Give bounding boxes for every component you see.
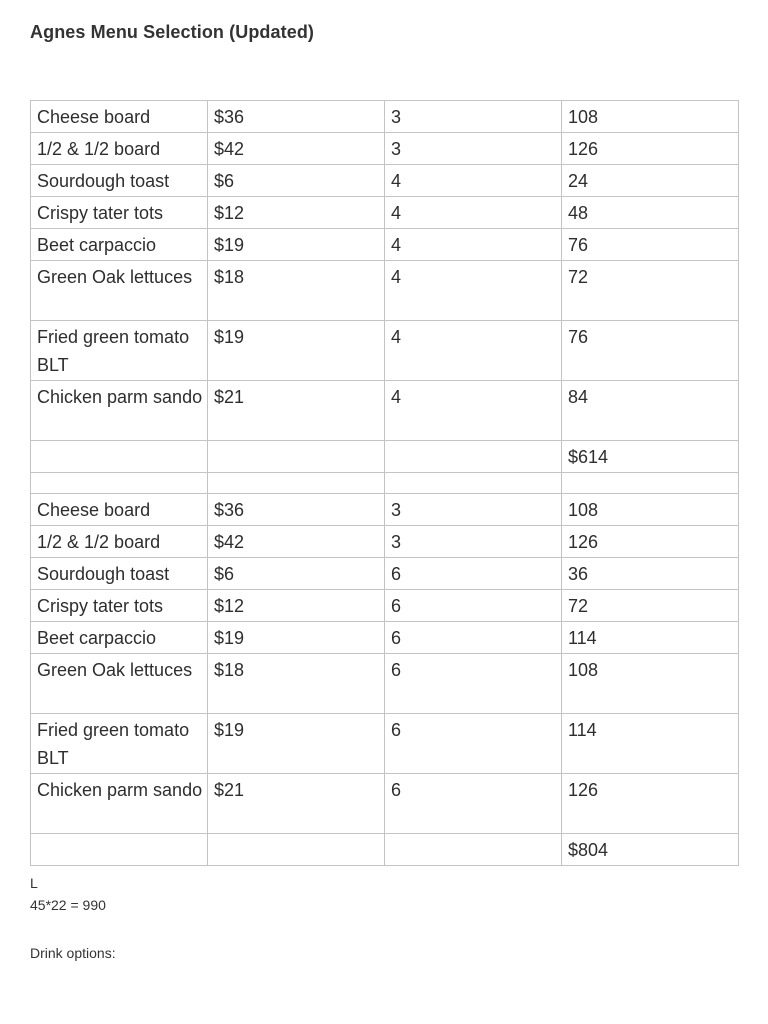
total-cell[interactable]: [562, 133, 739, 165]
item-name: Beet carpaccio: [37, 235, 157, 255]
subtotal-row: [31, 834, 739, 866]
price-cell[interactable]: [208, 441, 385, 473]
item-name: Fried green tomato BLT: [37, 327, 190, 375]
item-total: 114: [568, 628, 597, 648]
qty-cell[interactable]: [385, 229, 562, 261]
price-cell[interactable]: [208, 381, 385, 441]
item-cell[interactable]: [31, 834, 208, 866]
price-cell[interactable]: [208, 197, 385, 229]
item-price: $18: [214, 660, 245, 680]
subtotal-value: $804: [568, 840, 609, 860]
table-row: [31, 165, 739, 197]
item-price: $18: [214, 267, 245, 287]
table-row: [31, 133, 739, 165]
item-qty: 4: [391, 387, 402, 407]
qty-cell[interactable]: [385, 165, 562, 197]
item-qty: 3: [391, 500, 402, 520]
total-cell[interactable]: [562, 101, 739, 133]
item-price: $42: [214, 532, 245, 552]
item-name: 1/2 & 1/2 board: [37, 139, 161, 159]
item-price: $6: [214, 564, 235, 584]
qty-cell[interactable]: [385, 261, 562, 321]
item-name: Cheese board: [37, 107, 151, 127]
item-name: Beet carpaccio: [37, 628, 157, 648]
total-cell[interactable]: [562, 229, 739, 261]
item-name: Crispy tater tots: [37, 203, 164, 223]
menu-table-body: [31, 101, 739, 866]
item-name: Green Oak lettuces: [37, 660, 193, 680]
table-row: [31, 321, 739, 381]
item-total: 76: [568, 235, 589, 255]
item-qty: 3: [391, 107, 402, 127]
item-cell[interactable]: [31, 494, 208, 526]
qty-cell[interactable]: [385, 197, 562, 229]
table-row: [31, 590, 739, 622]
total-cell[interactable]: [562, 494, 739, 526]
item-cell[interactable]: [31, 622, 208, 654]
item-cell[interactable]: [31, 526, 208, 558]
total-cell[interactable]: [562, 321, 739, 381]
price-cell[interactable]: [208, 590, 385, 622]
note-letter: L: [30, 875, 38, 891]
item-cell[interactable]: [31, 558, 208, 590]
item-qty: 4: [391, 267, 402, 287]
table-row: [31, 101, 739, 133]
total-cell[interactable]: [562, 165, 739, 197]
item-name: Sourdough toast: [37, 171, 170, 191]
item-qty: 4: [391, 327, 402, 347]
item-cell[interactable]: [31, 321, 208, 381]
qty-cell[interactable]: [385, 654, 562, 714]
table-row: [31, 654, 739, 714]
item-name: [37, 473, 207, 475]
item-name: Sourdough toast: [37, 564, 170, 584]
table-row: [31, 622, 739, 654]
price-cell[interactable]: [208, 654, 385, 714]
total-cell[interactable]: [562, 441, 739, 473]
total-cell[interactable]: [562, 261, 739, 321]
item-qty: 3: [391, 139, 402, 159]
item-price: $19: [214, 327, 245, 347]
item-name: Fried green tomato BLT: [37, 720, 190, 768]
item-price: $21: [214, 387, 245, 407]
item-qty: [391, 473, 561, 475]
item-total: [568, 473, 738, 475]
total-cell[interactable]: [562, 526, 739, 558]
price-cell[interactable]: [208, 526, 385, 558]
item-qty: 6: [391, 660, 402, 680]
price-cell[interactable]: [208, 622, 385, 654]
total-cell[interactable]: [562, 714, 739, 774]
calculation-note: 45*22 = 990: [30, 897, 106, 913]
total-cell[interactable]: [562, 774, 739, 834]
item-qty: 6: [391, 720, 402, 740]
qty-cell[interactable]: [385, 714, 562, 774]
qty-cell[interactable]: [385, 526, 562, 558]
empty-row: [31, 473, 739, 494]
item-name: Chicken parm sando: [37, 780, 203, 800]
item-cell[interactable]: [31, 133, 208, 165]
price-cell[interactable]: [208, 229, 385, 261]
price-cell[interactable]: [208, 774, 385, 834]
item-qty: [391, 834, 561, 836]
item-qty: 3: [391, 532, 402, 552]
qty-cell[interactable]: [385, 321, 562, 381]
item-cell[interactable]: [31, 165, 208, 197]
table-row: [31, 197, 739, 229]
total-cell[interactable]: [562, 473, 739, 494]
qty-cell[interactable]: [385, 590, 562, 622]
total-cell[interactable]: [562, 622, 739, 654]
item-total: 108: [568, 107, 599, 127]
table-row: [31, 558, 739, 590]
item-total: 126: [568, 780, 599, 800]
total-cell[interactable]: [562, 590, 739, 622]
total-cell[interactable]: [562, 381, 739, 441]
qty-cell[interactable]: [385, 622, 562, 654]
item-cell[interactable]: [31, 441, 208, 473]
item-price: $12: [214, 203, 245, 223]
item-total: 48: [568, 203, 589, 223]
price-cell[interactable]: [208, 714, 385, 774]
table-row: [31, 229, 739, 261]
subtotal-row: [31, 441, 739, 473]
item-total: 114: [568, 720, 597, 740]
total-cell[interactable]: [562, 834, 739, 866]
item-total: 126: [568, 139, 599, 159]
table-row: [31, 494, 739, 526]
item-price: $6: [214, 171, 235, 191]
item-cell[interactable]: [31, 261, 208, 321]
table-row: [31, 774, 739, 834]
item-name: Green Oak lettuces: [37, 267, 193, 287]
qty-cell[interactable]: [385, 834, 562, 866]
item-price: $42: [214, 139, 245, 159]
qty-cell[interactable]: [385, 774, 562, 834]
item-price: $36: [214, 107, 245, 127]
total-cell[interactable]: [562, 197, 739, 229]
item-price: $19: [214, 628, 245, 648]
item-cell[interactable]: [31, 654, 208, 714]
table-row: [31, 714, 739, 774]
item-qty: 4: [391, 235, 402, 255]
item-total: 76: [568, 327, 589, 347]
price-cell[interactable]: [208, 494, 385, 526]
price-cell[interactable]: [208, 165, 385, 197]
item-cell[interactable]: [31, 229, 208, 261]
qty-cell[interactable]: [385, 473, 562, 494]
item-name: [37, 834, 207, 836]
item-cell[interactable]: [31, 714, 208, 774]
item-cell[interactable]: [31, 590, 208, 622]
item-cell[interactable]: [31, 101, 208, 133]
item-qty: 6: [391, 628, 402, 648]
item-name: Chicken parm sando: [37, 387, 203, 407]
item-total: 84: [568, 387, 589, 407]
qty-cell[interactable]: [385, 133, 562, 165]
document-title: Agnes Menu Selection (Updated): [30, 22, 315, 42]
qty-cell[interactable]: [385, 494, 562, 526]
price-cell[interactable]: [208, 558, 385, 590]
price-cell[interactable]: [208, 101, 385, 133]
item-qty: [391, 441, 561, 443]
item-price: $36: [214, 500, 245, 520]
item-qty: 6: [391, 564, 402, 584]
item-price: $12: [214, 596, 245, 616]
table-row: [31, 526, 739, 558]
item-total: 72: [568, 267, 589, 287]
qty-cell[interactable]: [385, 441, 562, 473]
subtotal-value: $614: [568, 447, 609, 467]
price-cell[interactable]: [208, 133, 385, 165]
item-total: 24: [568, 171, 589, 191]
qty-cell[interactable]: [385, 558, 562, 590]
item-cell[interactable]: [31, 381, 208, 441]
item-total: 108: [568, 500, 599, 520]
item-price: $19: [214, 720, 245, 740]
total-cell[interactable]: [562, 654, 739, 714]
table-row: [31, 381, 739, 441]
item-cell[interactable]: [31, 197, 208, 229]
item-name: [37, 441, 207, 443]
qty-cell[interactable]: [385, 381, 562, 441]
item-qty: 4: [391, 203, 402, 223]
price-cell[interactable]: [208, 473, 385, 494]
item-name: Cheese board: [37, 500, 151, 520]
item-price: [214, 834, 384, 836]
item-price: $19: [214, 235, 245, 255]
item-cell[interactable]: [31, 473, 208, 494]
item-price: $21: [214, 780, 245, 800]
qty-cell[interactable]: [385, 101, 562, 133]
item-qty: 4: [391, 171, 402, 191]
drink-options-heading: Drink options:: [30, 945, 116, 961]
item-total: 126: [568, 532, 599, 552]
item-cell[interactable]: [31, 774, 208, 834]
price-cell[interactable]: [208, 321, 385, 381]
item-qty: 6: [391, 780, 402, 800]
table-row: [31, 261, 739, 321]
price-cell[interactable]: [208, 834, 385, 866]
item-total: 108: [568, 660, 599, 680]
item-name: 1/2 & 1/2 board: [37, 532, 161, 552]
total-cell[interactable]: [562, 558, 739, 590]
item-qty: 6: [391, 596, 402, 616]
item-price: [214, 441, 384, 443]
price-cell[interactable]: [208, 261, 385, 321]
menu-table: [30, 100, 739, 866]
item-price: [214, 473, 384, 475]
item-total: 36: [568, 564, 589, 584]
item-total: 72: [568, 596, 589, 616]
item-name: Crispy tater tots: [37, 596, 164, 616]
